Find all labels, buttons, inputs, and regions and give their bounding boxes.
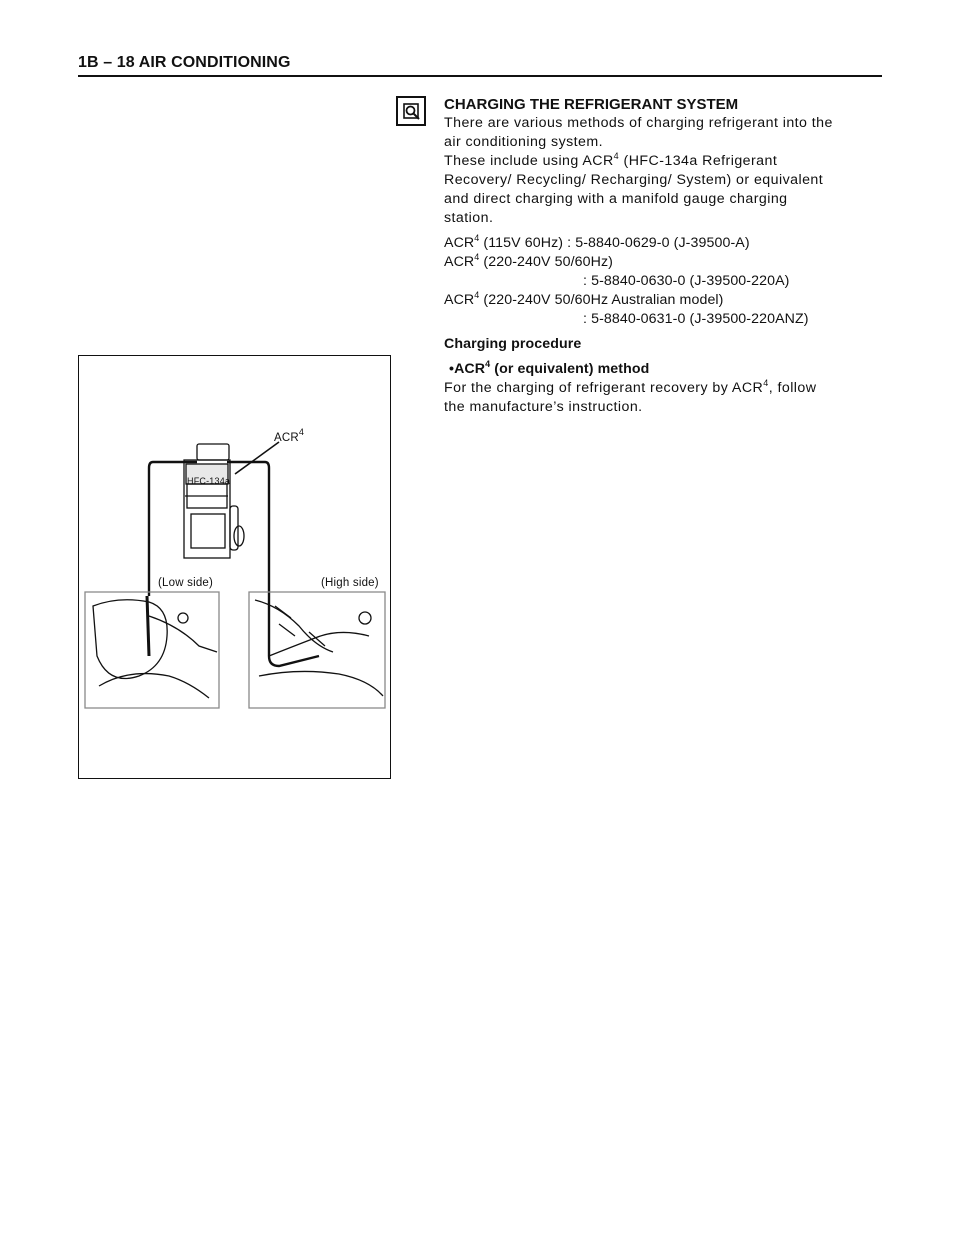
acr-connection-figure: [78, 355, 391, 779]
tool-spec-3-number: : 5-8840-0631-0 (J-39500-220ANZ): [583, 311, 809, 327]
methods-line-2: Recovery/ Recycling/ Recharging/ System) or equivalent: [444, 172, 824, 188]
methods-line-3: and direct charging with a manifold gauge charging: [444, 191, 788, 207]
section-content: [444, 95, 884, 423]
procedure-line-2: the manufacture’s instruction.: [444, 399, 643, 415]
acr-callout-label: ACR$^4$: [274, 427, 305, 444]
tool-spec-3: ACR$^4$ (220-240V 50/60Hz Australian model): [444, 290, 724, 308]
high-side-label: (High side): [321, 577, 379, 589]
page-title: 1B – 18 AIR CONDITIONING: [78, 54, 291, 71]
tool-spec-2: ACR$^4$ (220-240V 50/60Hz): [444, 252, 613, 270]
tool-spec-1: ACR$^4$ (115V 60Hz) : 5-8840-0629-0 (J-39500-A): [444, 233, 750, 251]
bullet-dot: •: [449, 361, 455, 377]
tool-spec-list: [444, 234, 884, 329]
methods-line-4: station.: [444, 210, 494, 226]
procedure-heading: Charging procedure: [444, 336, 582, 352]
wrench-on-page-icon: [396, 96, 426, 126]
methods-line-1: These include using ACR$^4$ (HFC-134a Refrigerant: [444, 151, 778, 169]
low-side-label: (Low side): [158, 577, 214, 589]
tool-spec-2-number: : 5-8840-0630-0 (J-39500-220A): [583, 273, 790, 289]
methods-paragraph: [444, 152, 884, 228]
procedure-paragraph: [444, 379, 884, 417]
intro-paragraph: [444, 114, 884, 152]
procedure-line-1: For the charging of refrigerant recovery by ACR$^4$, follow: [444, 378, 817, 396]
acr-illustration: [79, 356, 390, 778]
unit-model-label: HFC-134a: [187, 476, 231, 486]
intro-line-2: air conditioning system.: [444, 134, 604, 150]
section-heading: CHARGING THE REFRIGERANT SYSTEM: [444, 96, 739, 113]
header-divider: [78, 75, 882, 77]
intro-line-1: There are various methods of charging refrigerant into the: [444, 115, 833, 131]
bullet-acr-method: •ACR$^4$ (or equivalent) method: [449, 359, 650, 377]
